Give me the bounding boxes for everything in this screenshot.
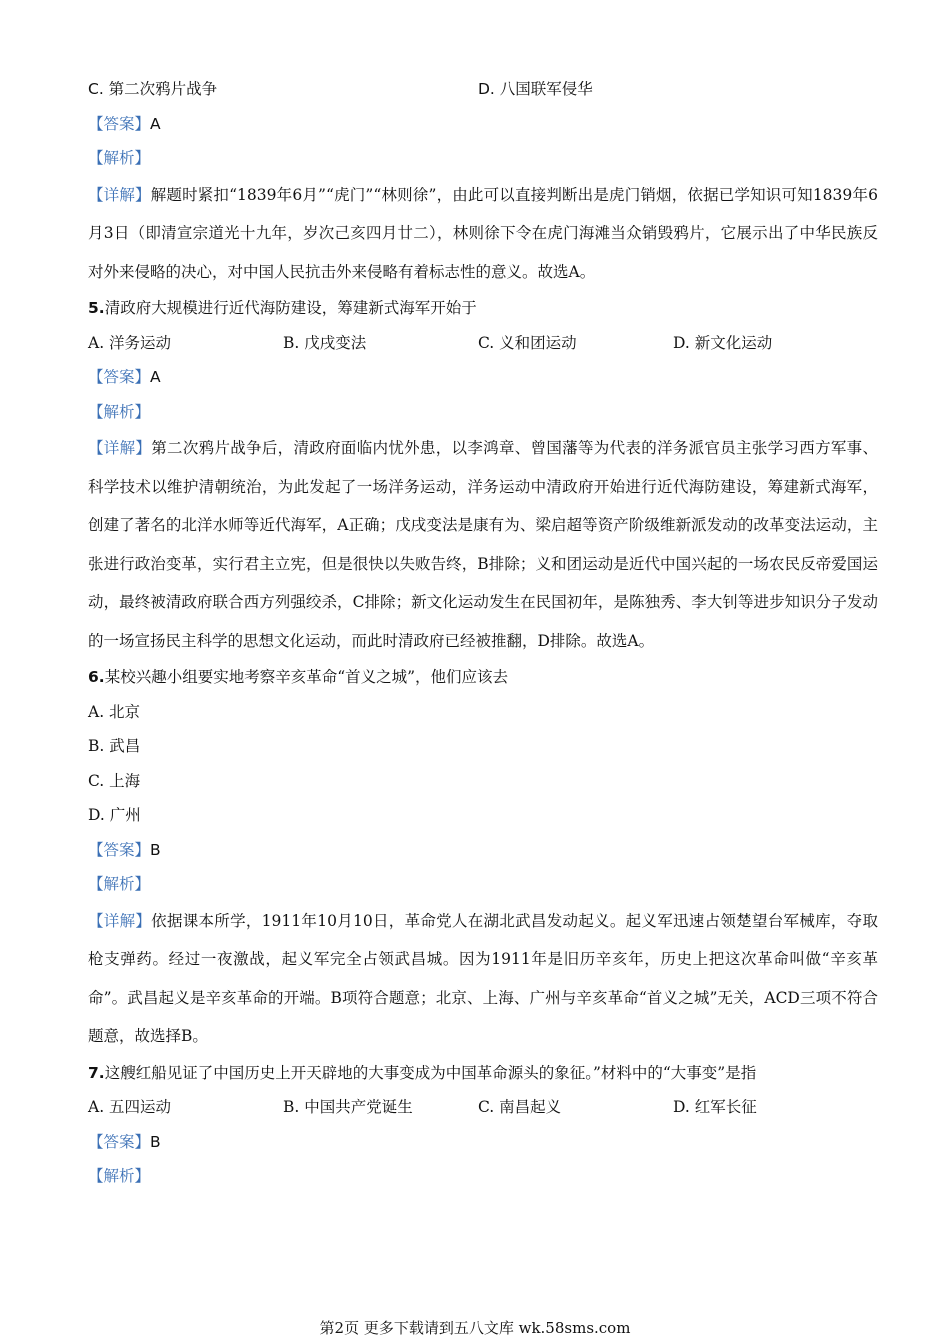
q4-option-c: C. 第二次鸦片战争: [88, 80, 218, 98]
document-page: [88, 72, 878, 1194]
q4-analysis-line: [88, 141, 878, 176]
q7-answer-line: [88, 1125, 878, 1160]
q6-option-d: D. 广州: [88, 806, 141, 824]
q6-detail: [88, 902, 878, 1056]
detail-tag: 【详解】: [88, 185, 151, 204]
analysis-tag: 【解析】: [88, 1167, 151, 1185]
q4-answer: A: [150, 114, 161, 133]
answer-tag: 【答案】: [88, 114, 151, 133]
q6-answer: B: [150, 840, 161, 859]
q5-option-a: A. 洋务运动: [88, 333, 172, 352]
answer-tag: 【答案】: [88, 1132, 151, 1151]
analysis-tag: 【解析】: [88, 875, 151, 893]
q6-analysis-line: [88, 867, 878, 902]
q6-option-a: A. 北京: [88, 702, 141, 721]
q5-detail-text: 第二次鸦片战争后，清政府面临内忧外患，以李鸿章、曾国藩等为代表的洋务派官员主张学习西方军事、科学技术以维护清朝统治，为此发起了一场洋务运动，洋务运动中清政府开始进行近代海防建设，筹建新式海军，创建了著名的北洋水师等近代海军，A正确；戊戌变法是康有为、梁启超等资产阶级维新派发动的改革变法运动，主张进行政治变革，实行君主立宪，但是很快以失败告终，B排除；义和团运动是近代中国兴起的一场农民反帝爱国运动，最终被清政府联合西方列强绞杀，C排除；新文化运动发生在民国初年，是陈独秀、李大钊等进步知识分子发动的一场宣扬民主科学的思想文化运动，而此时清政府已经被推翻，D排除。故选A。: [88, 439, 878, 650]
q4-answer-line: [88, 107, 878, 142]
answer-tag: 【答案】: [88, 840, 151, 859]
q5-answer-line: [88, 360, 878, 395]
q4-options-row: [88, 72, 878, 107]
detail-tag: 【详解】: [88, 911, 152, 930]
q7-number: 7.: [88, 1063, 105, 1082]
q7-stem-text: 这艘红船见证了中国历史上开天辟地的大事变成为中国革命源头的象征。”材料中的“大事变”是指: [104, 1063, 757, 1082]
q4-detail-text: 解题时紧扣“1839年6月”“虎门”“林则徐”，由此可以直接判断出是虎门销烟，依据已学知识可知1839年6月3日（即清宣宗道光十九年，岁次己亥四月廿二），林则徐下令在虎门海滩当众销毁鸦片，它展示出了中华民族反对外来侵略的决心，对中国人民抗击外来侵略有着标志性的意义。故选A。: [88, 185, 878, 281]
q5-stem-text: 清政府大规模进行近代海防建设，筹建新式海军开始于: [104, 299, 477, 317]
answer-tag: 【答案】: [88, 368, 151, 386]
analysis-tag: 【解析】: [88, 149, 151, 167]
q5-option-d: D. 新文化运动: [673, 333, 773, 352]
q6-answer-line: [88, 833, 878, 868]
q4-detail: [88, 176, 878, 292]
q4-option-d: D. 八国联军侵华: [478, 80, 593, 98]
q7-option-c: C. 南昌起义: [478, 1098, 562, 1116]
q5-option-c: C. 义和团运动: [478, 333, 577, 352]
q7-option-a: A. 五四运动: [88, 1098, 172, 1116]
q7-stem: [88, 1056, 878, 1091]
page-footer: 第2页 更多下载请到五八文库 wk.58sms.com: [319, 1319, 631, 1337]
detail-tag: 【详解】: [88, 439, 152, 457]
q6-option-b: B. 武昌: [88, 737, 141, 755]
q7-answer: B: [150, 1132, 161, 1151]
q5-number: 5.: [88, 299, 105, 317]
q5-detail: [88, 429, 878, 660]
q7-option-d: D. 红军长征: [673, 1098, 757, 1116]
q5-answer: A: [150, 368, 161, 386]
q6-option-c: C. 上海: [88, 771, 141, 790]
analysis-tag: 【解析】: [88, 402, 151, 421]
q6-stem: [88, 660, 878, 695]
q5-option-b: B. 戊戌变法: [283, 333, 367, 352]
q5-options-row: [88, 326, 878, 361]
q7-options-row: [88, 1090, 878, 1125]
q6-number: 6.: [88, 668, 105, 686]
q7-option-b: B. 中国共产党诞生: [283, 1098, 413, 1116]
q5-stem: [88, 291, 878, 326]
q6-stem-text: 某校兴趣小组要实地考察辛亥革命“首义之城”，他们应该去: [104, 668, 509, 686]
q7-analysis-line: [88, 1159, 878, 1194]
q6-detail-text: 依据课本所学，1911年10月10日，革命党人在湖北武昌发动起义。起义军迅速占领楚望台军械库，夺取枪支弹药。经过一夜激战，起义军完全占领武昌城。因为1911年是旧历辛亥年，历史上把这次革命叫做“辛亥革命”。武昌起义是辛亥革命的开端。B项符合题意；北京、上海、广州与辛亥革命“首义之城”无关，ACD三项不符合题意，故选择B。: [88, 911, 878, 1045]
q5-analysis-line: [88, 395, 878, 430]
